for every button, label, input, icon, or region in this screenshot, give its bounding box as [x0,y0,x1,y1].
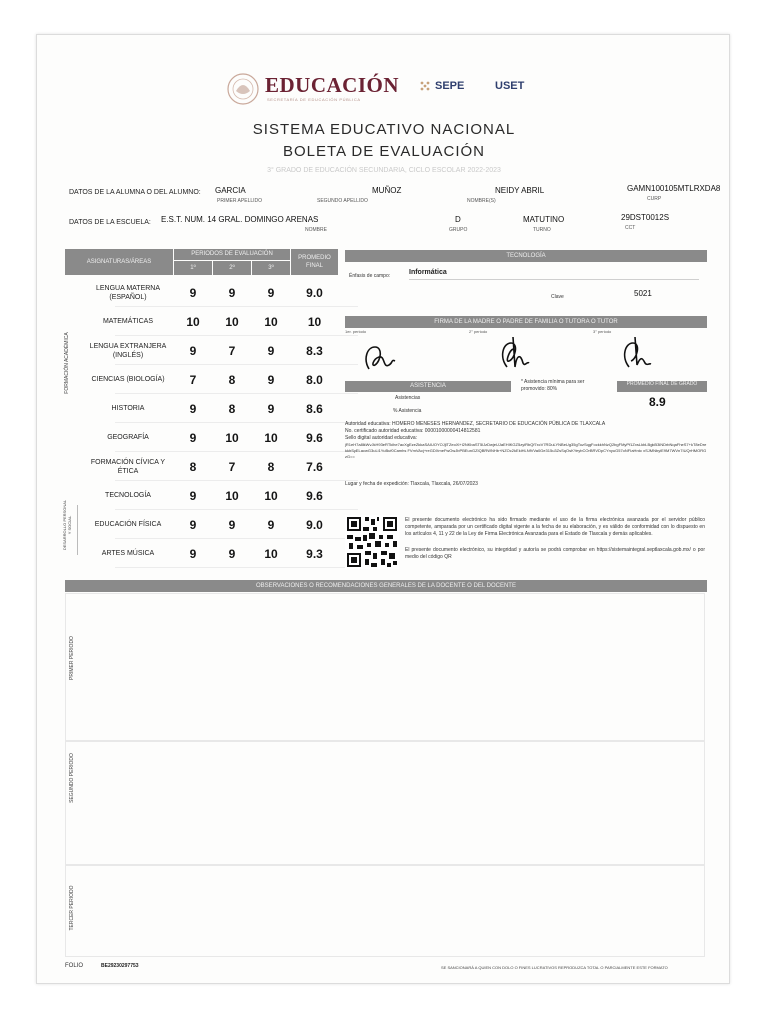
school-cct: 29DST0012S [621,213,670,222]
student-curp: GAMN100105MTLRXDA8 [627,184,721,193]
student-data-label: DATOS DE LA ALUMNA O DEL ALUMNO: [69,189,201,196]
signature-period-3-label: 3° periodo [593,329,612,334]
digital-seal-value: jR1eH7a8lkWvJkH93eRTkihe7acXgEzeZkkaSAIUOYOJjlTZeoXl+l2NKbaST5lJzDwjeUJaEHIKGZ5zyiRbQf7xcV7RDuLYNBeUg35gTozSqgFockkhNzQ2bgFMyPf1ZxsLkbLBgkB3iNDrbNqaFheS7+kT8eDrekkhSyELacwG3uLi1YuBuf0Camhs FVmVAcj+reGDXmeFwOwJbPBEunGZIQBRWNHb+NZOc2kEkiHLNfVVa0Ge315u3ZsSqOsKYeybCOrBRVDpCYnyuG57oNFIaHrdc xSJMNbyiE9M7WVn7IUQrHMORGzG== [345,442,707,459]
grade-final: 8.3 [306,343,323,358]
group-academic-label: FORMACIÓN ACADÉMICA [64,332,70,394]
grade-p1: 9 [189,488,197,503]
tecnologia-header: TECNOLOGÍA [345,250,707,262]
period-2-header: 2º [213,261,251,275]
grade-average-value: 8.9 [649,395,666,409]
grade-p2: 9 [228,517,236,532]
emphasis-line [409,279,699,280]
grade-final: 10 [307,314,322,329]
brand-educacion: EDUCACIÓN [265,73,400,97]
signatures-header: FIRMA DE LA MADRE O PADRE DE FAMILIA O TUTORA O TUTOR [345,316,707,328]
subject-name: MATEMÁTICAS [102,318,154,325]
grade-p3: 9 [267,517,275,532]
subject-name: LENGUA EXTRANJERA (INGLÉS) [89,342,167,359]
signature-3-image [615,333,655,373]
grade-p1: 10 [186,314,200,329]
subject-name: GEOGRAFÍA [107,434,149,441]
group-divider [77,505,78,555]
grade-p2: 10 [225,314,239,329]
curp-caption: CURP [647,196,662,202]
subject-name: FORMACIÓN CÍVICA Y ÉTICA [90,458,166,475]
authority-certificate-number: No. certificado autoridad educativa: 00001000000414812581 [345,428,481,434]
attendance-percent-label: % Asistencia [393,408,422,414]
subjects-header: ASIGNATURAS/ÁREAS [65,249,173,275]
grade-cycle-subtitle: 3° GRADO DE EDUCACIÓN SECUNDARIA, CICLO ESCOLAR 2022-2023 [267,167,501,174]
grade-final: 9.3 [306,546,323,561]
grade-p2: 10 [225,430,239,445]
grade-final: 9.6 [306,430,323,445]
grade-p3: 10 [264,430,278,445]
second-period-label: SEGUNDO PERIODO [69,753,75,803]
first-period-label: PRIMER PERIODO [69,636,75,680]
third-period-label: TERCER PERIODO [69,885,75,931]
grade-p1: 9 [189,517,197,532]
grade-final: 9.0 [306,517,323,532]
observations-third-period-area [65,865,705,957]
second-surname-caption: SEGUNDO APELLIDO [317,198,368,204]
legal-notice-signature: El presente documento electrónico ha sido firmado mediante el uso de la firma electrónica avanzada por el servidor público competente, amparada por un certificado digital vigente a la fecha de su elaboración, y es válido de conformidad con lo dispuesto en los artículos 4, 11 y 22 de la Ley de Firma Electrónica Avanzada para el Estado de Tlaxcala y demás aplicables. [405,517,705,537]
title-boleta: BOLETA DE EVALUACIÓN [283,143,485,160]
grade-p1: 9 [189,546,197,561]
grade-p2: 8 [228,401,236,416]
grade-p1: 9 [189,430,197,445]
grade-p2: 9 [228,546,236,561]
educational-authority: Autoridad educativa: HOMERO MENESES HERNANDEZ, SECRETARIO DE EDUCACIÓN PÚBLICA DE TLAXCALA [345,421,606,427]
subject-name: LENGUA MATERNA (ESPAÑOL) [95,284,161,301]
grade-final: 7.6 [306,459,323,474]
sepe-logo: SEPE [435,80,465,92]
key-value: 5021 [634,289,652,298]
school-name: E.S.T. NUM. 14 GRAL. DOMINGO ARENAS [161,215,319,224]
minimum-attendance-note: * Asistencia mínima para ser promovido: 80% [521,379,585,392]
grade-p3: 10 [264,314,278,329]
student-name: NEIDY ABRIL [495,186,545,195]
qr-code-icon [345,515,399,569]
sepe-logo-icon [418,79,432,93]
subject-name: HISTORIA [111,405,145,412]
grade-p3: 10 [264,546,278,561]
group-caption: GRUPO [449,227,468,233]
grade-final: 8.0 [306,372,323,387]
cct-caption: CCT [625,225,636,231]
reproduction-warning: SE SANCIONARÁ A QUIEN CON DOLO O FINES LUCRATIVOS REPRODUZCA TOTAL O PARCIALMENTE ESTE FORMATO [441,965,668,970]
subject-name: CIENCIAS (BIOLOGÍA) [91,376,165,383]
grade-p2: 7 [228,459,236,474]
observations-first-period-area [65,593,705,741]
school-group: D [455,215,461,224]
signature-2-image [493,333,533,373]
shift-caption: TURNO [533,227,551,233]
report-card-sheet [36,34,730,984]
name-caption: NOMBRE(S) [467,198,496,204]
observations-second-period-area [65,741,705,865]
place-and-date: Lugar y fecha de expedición: Tlaxcala, Tlaxcala, 26/07/2023 [345,481,478,487]
grade-final: 8.6 [306,401,323,416]
period-1-header: 1º [174,261,212,275]
grade-average-header: PROMEDIO FINAL DE GRADO [617,381,707,392]
grade-p2: 9 [228,285,236,300]
periods-header: PERIODOS DE EVALUACIÓN [174,249,290,260]
group-personal-social-label: DESARROLLO PERSONAL Y SOCIAL [62,499,72,551]
period-3-header: 3º [252,261,290,275]
grade-final: 9.6 [306,488,323,503]
grade-p2: 7 [228,343,236,358]
grade-final: 9.0 [306,285,323,300]
subject-name: TECNOLOGÍA [105,492,151,499]
attendance-header: ASISTENCIA [345,381,511,392]
grade-p3: 9 [267,401,275,416]
observations-header: OBSERVACIONES O RECOMENDACIONES GENERALES DE LA DOCENTE O DEL DOCENTE [65,580,707,592]
signature-1-image [359,339,399,375]
first-surname-caption: PRIMER APELLIDO [217,198,263,204]
grade-p3: 10 [264,488,278,503]
grade-p1: 9 [189,401,197,416]
student-first-surname: GARCIA [215,186,246,195]
grade-p2: 8 [228,372,236,387]
brand-subtitle: SECRETARÍA DE EDUCACIÓN PÚBLICA [267,97,361,102]
title-sistema: SISTEMA EDUCATIVO NACIONAL [252,121,516,138]
digital-seal-label: Sello digital autoridad educativa: [345,435,417,441]
folio-value: BE29230297753 [101,963,139,969]
school-name-caption: NOMBRE [305,227,327,233]
grade-p3: 8 [267,459,275,474]
school-data-label: DATOS DE LA ESCUELA: [69,219,151,226]
grade-p1: 7 [189,372,197,387]
final-average-header: PROMEDIO FINAL [291,249,338,275]
uset-logo: USET [495,80,525,92]
subject-name: EDUCACIÓN FÍSICA [94,521,162,528]
grade-p1: 9 [189,343,197,358]
legal-notice-verification: El presente documento electrónico, su integridad y autoría se podrá comprobar en https://sistemaintegral.septlaxcala.gob.mx/ o por medio del código QR [405,547,705,560]
grade-p1: 8 [189,459,197,474]
signature-period-2-label: 2° periodo [469,329,488,334]
coat-of-arms-icon [225,71,261,107]
subject-name: ARTES MÚSICA [101,550,155,557]
attendance-label: Asistencias [395,395,421,401]
student-second-surname: MUÑOZ [372,186,402,195]
grade-p3: 9 [267,285,275,300]
key-label: Clave [551,294,564,300]
emphasis-value: Informática [409,269,447,276]
school-shift: MATUTINO [523,215,565,224]
grade-p3: 9 [267,343,275,358]
folio-label: FOLIO [65,963,84,969]
grade-p1: 9 [189,285,197,300]
signature-period-1-label: 1er. periodo [345,329,367,334]
emphasis-label: Énfasis de campo: [349,273,391,279]
grade-p3: 9 [267,372,275,387]
grade-p2: 10 [225,488,239,503]
